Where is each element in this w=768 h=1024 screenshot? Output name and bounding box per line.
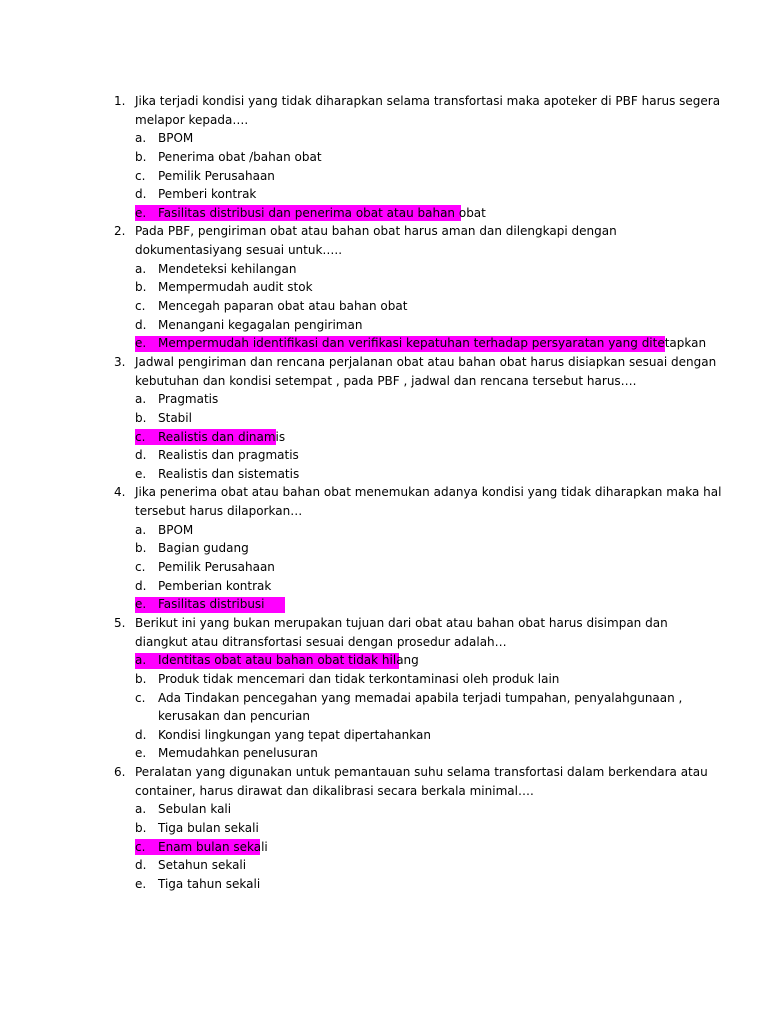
option-text: Pemberi kontrak <box>158 187 257 202</box>
option-text: kerusakan dan pencurian <box>158 709 310 724</box>
answer-option <box>0 129 768 148</box>
option-letter: b. <box>135 820 147 835</box>
answer-option-highlighted <box>0 651 768 670</box>
document-page <box>0 92 768 894</box>
question-text: Peralatan yang digunakan untuk pemantauan suhu selama transfortasi dalam berkendara atau <box>135 765 708 780</box>
question-text: Jadwal pengiriman dan rencana perjalanan obat atau bahan obat harus disiapkan sesuai dengan <box>135 354 717 369</box>
answer-option <box>0 800 768 819</box>
option-letter: b. <box>135 541 147 556</box>
question-number: 1. <box>114 94 126 108</box>
option-letter: b. <box>135 280 147 295</box>
answer-option <box>0 577 768 596</box>
option-text: Pemberian kontrak <box>158 578 272 593</box>
question-6 <box>0 763 768 893</box>
option-letter: e. <box>135 466 147 481</box>
option-text: Pragmatis <box>158 392 219 407</box>
answer-option <box>0 819 768 838</box>
answer-option <box>0 167 768 186</box>
option-text: Realistis dan pragmatis <box>158 448 299 463</box>
option-text: Mempermudah audit stok <box>158 280 313 295</box>
answer-option-highlighted <box>0 595 768 614</box>
answer-option <box>0 744 768 763</box>
option-text: Realistis dan sistematis <box>158 466 300 481</box>
option-text: Fasilitas distribusi <box>158 597 265 612</box>
question-text: Berikut ini yang bukan merupakan tujuan dari obat atau bahan obat harus disimpan dan <box>135 615 668 630</box>
answer-option <box>0 390 768 409</box>
answer-option <box>0 875 768 894</box>
option-text: Stabil <box>158 410 192 425</box>
answer-option <box>0 446 768 465</box>
option-letter: c. <box>135 690 146 705</box>
option-letter: c. <box>135 560 146 575</box>
answer-option-highlighted <box>0 334 768 353</box>
answer-option-highlighted <box>0 204 768 223</box>
option-letter: a. <box>135 802 147 817</box>
answer-option <box>0 260 768 279</box>
option-letter: c. <box>135 299 146 314</box>
option-text: Kondisi lingkungan yang tepat dipertahankan <box>158 727 431 742</box>
question-number: 4. <box>114 485 126 500</box>
question-text: dokumentasiyang sesuai untuk….. <box>135 243 343 258</box>
option-text: BPOM <box>158 131 194 146</box>
question-text: Jika penerima obat atau bahan obat menemukan adanya kondisi yang tidak diharapkan maka hal <box>135 485 722 500</box>
option-text: Identitas obat atau bahan obat tidak hilang <box>158 653 419 668</box>
question-number: 3. <box>114 354 126 369</box>
answer-option <box>0 316 768 335</box>
answer-option <box>0 539 768 558</box>
answer-option <box>0 297 768 316</box>
option-text: Mempermudah identifikasi dan verifikasi kepatuhan terhadap persyaratan yang ditetapkan <box>158 336 707 351</box>
option-text: Mendeteksi kehilangan <box>158 261 297 276</box>
question-text: tersebut harus dilaporkan… <box>135 504 303 519</box>
answer-option <box>0 465 768 484</box>
answer-option <box>0 521 768 540</box>
option-letter: a. <box>135 522 147 537</box>
answer-option <box>0 726 768 745</box>
option-letter: d. <box>135 317 147 332</box>
question-text: Jika terjadi kondisi yang tidak diharapkan selama transfortasi maka apoteker di PBF harus segera <box>135 94 721 108</box>
question-text: diangkut atau ditransfortasi sesuai dengan prosedur adalah… <box>135 634 507 649</box>
question-text: Pada PBF, pengiriman obat atau bahan obat harus aman dan dilengkapi dengan <box>135 224 617 239</box>
option-letter: d. <box>135 187 147 202</box>
option-letter: e. <box>135 746 147 761</box>
option-text: Bagian gudang <box>158 541 249 556</box>
answer-option <box>0 558 768 577</box>
option-letter: a. <box>135 392 147 407</box>
option-text: Pemilik Perusahaan <box>158 560 275 575</box>
option-letter: a. <box>135 261 147 276</box>
option-letter: d. <box>135 578 147 593</box>
answer-option-highlighted <box>0 838 768 857</box>
option-text: Tiga tahun sekali <box>158 876 261 891</box>
option-letter: a. <box>135 131 147 146</box>
option-text: Memudahkan penelusuran <box>158 746 318 761</box>
answer-option <box>0 689 768 708</box>
question-text: melapor kepada…. <box>135 112 249 127</box>
answer-option <box>0 409 768 428</box>
question-5 <box>0 614 768 763</box>
option-letter: d. <box>135 858 147 873</box>
option-letter: c. <box>135 168 146 183</box>
option-letter: b. <box>135 410 147 425</box>
question-number: 2. <box>114 224 126 239</box>
question-1 <box>0 92 768 222</box>
option-letter: b. <box>135 149 147 164</box>
answer-option <box>0 856 768 875</box>
option-letter: c. <box>135 839 146 854</box>
option-letter: a. <box>135 653 147 668</box>
question-text: container, harus dirawat dan dikalibrasi secara berkala minimal…. <box>135 783 534 798</box>
option-text: Pemilik Perusahaan <box>158 168 275 183</box>
answer-option <box>0 670 768 689</box>
option-text: Penerima obat /bahan obat <box>158 149 322 164</box>
question-number: 6. <box>114 765 126 780</box>
option-text: Enam bulan sekali <box>158 839 268 854</box>
option-letter: e. <box>135 205 147 220</box>
question-2 <box>0 222 768 352</box>
option-letter: e. <box>135 876 147 891</box>
question-3 <box>0 353 768 483</box>
option-text: Tiga bulan sekali <box>158 820 259 835</box>
option-letter: e. <box>135 597 147 612</box>
answer-option <box>0 278 768 297</box>
option-text: Produk tidak mencemari dan tidak terkontaminasi oleh produk lain <box>158 671 560 686</box>
option-text: Sebulan kali <box>158 802 232 817</box>
option-text: Mencegah paparan obat atau bahan obat <box>158 299 408 314</box>
option-text: Fasilitas distribusi dan penerima obat atau bahan obat <box>158 205 486 220</box>
option-letter: d. <box>135 448 147 463</box>
option-text: BPOM <box>158 522 194 537</box>
option-text: Setahun sekali <box>158 858 247 873</box>
option-letter: d. <box>135 727 147 742</box>
answer-option-highlighted <box>0 428 768 447</box>
answer-option <box>0 185 768 204</box>
answer-option <box>0 148 768 167</box>
option-letter: e. <box>135 336 147 351</box>
option-letter: b. <box>135 671 147 686</box>
option-text: Ada Tindakan pencegahan yang memadai apabila terjadi tumpahan, penyalahgunaan , <box>158 690 683 705</box>
option-text: Realistis dan dinamis <box>158 429 286 444</box>
question-number: 5. <box>114 615 126 630</box>
option-text: Menangani kegagalan pengiriman <box>158 317 363 332</box>
option-letter: c. <box>135 429 146 444</box>
question-text: kebutuhan dan kondisi setempat , pada PBF , jadwal dan rencana tersebut harus…. <box>135 373 637 388</box>
question-4 <box>0 483 768 613</box>
